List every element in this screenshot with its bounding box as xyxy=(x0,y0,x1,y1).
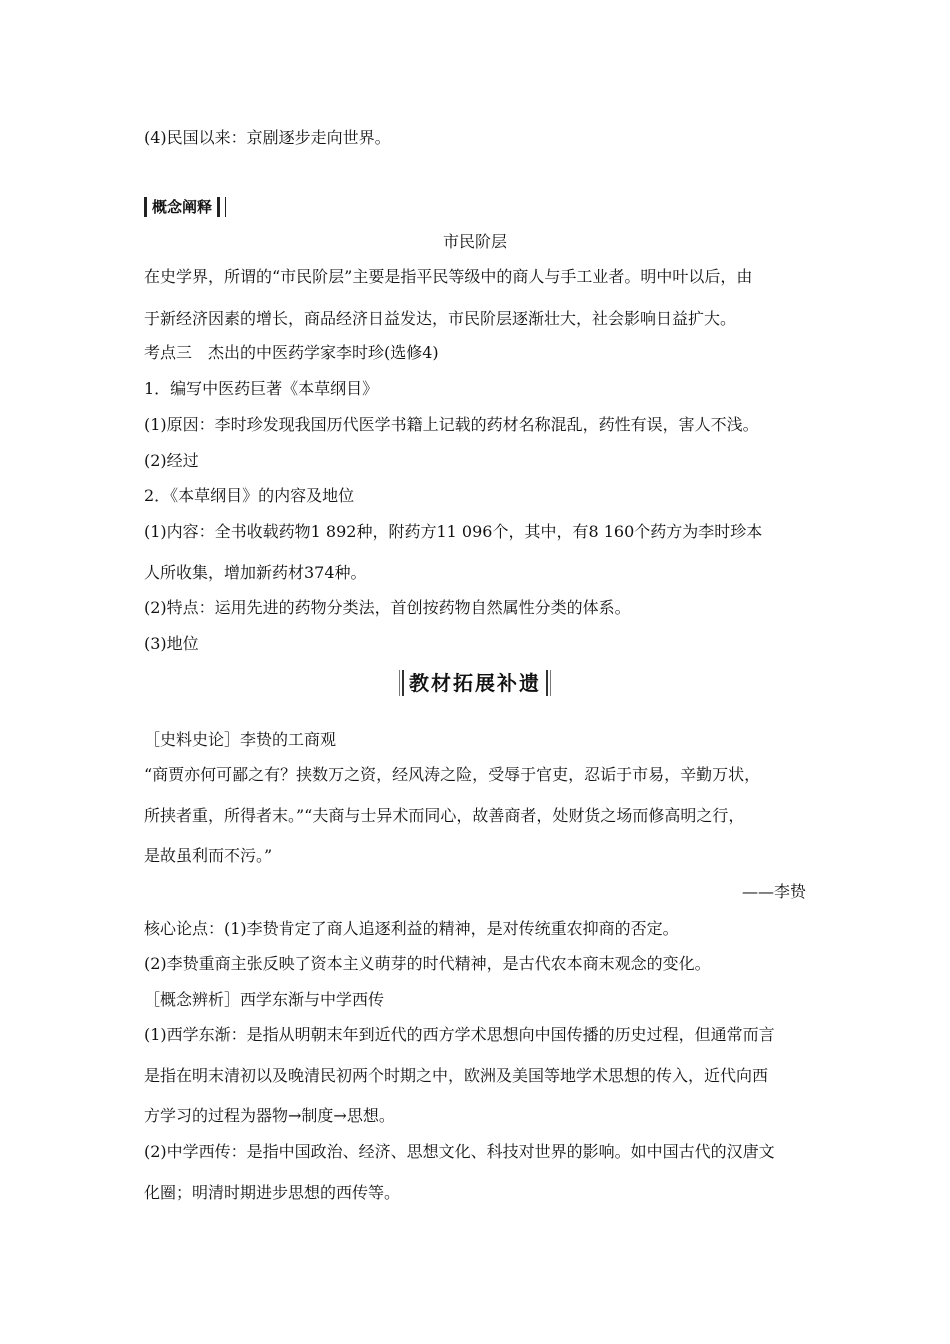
section-bars-left xyxy=(399,670,404,696)
text-line: ［概念辨析］西学东渐与中学西传 xyxy=(144,990,385,1009)
text-line: 核心论点：(1)李贽肯定了商人追逐利益的精神，是对传统重农抑商的否定。 xyxy=(144,919,679,938)
tag-bar-right-thin xyxy=(225,197,226,217)
text-line: 于新经济因素的增长，商品经济日益发达，市民阶层逐渐壮大，社会影响日益扩大。 xyxy=(144,309,737,328)
text-line: 化圈；明清时期进步思想的西传等。 xyxy=(144,1183,401,1202)
text-line: (2)中学西传：是指中国政治、经济、思想文化、科技对世界的影响。如中国古代的汉唐文 xyxy=(144,1142,775,1161)
text-line: 是故虽利而不污。” xyxy=(144,846,273,865)
text-line: (2)李贽重商主张反映了资本主义萌芽的时代精神，是古代农本商末观念的变化。 xyxy=(144,954,711,973)
text-line: 考点三 杰出的中医药学家李时珍(选修4) xyxy=(144,343,439,362)
concept-tag xyxy=(144,196,226,218)
concept-title: 市民阶层 xyxy=(442,232,507,251)
text-line: (3)地位 xyxy=(144,634,199,653)
tag-bar-right xyxy=(217,197,220,217)
text-line: 1．编写中医药巨著《本草纲目》 xyxy=(144,379,379,398)
concept-tag-label: 概念阐释 xyxy=(152,198,213,216)
quote-attribution: ——李贽 xyxy=(741,882,806,901)
text-line: 所挟者重，所得者末。”“夫商与士异术而同心，故善商者，处财货之场而修高明之行， xyxy=(144,806,745,825)
section-bars-right xyxy=(546,670,551,696)
text-line: (2)经过 xyxy=(144,451,199,470)
section-heading xyxy=(0,669,950,697)
text-line: 方学习的过程为器物→制度→思想。 xyxy=(144,1106,395,1125)
text-line: 在史学界，所谓的“市民阶层”主要是指平民等级中的商人与手工业者。明中叶以后，由 xyxy=(144,267,753,286)
text-line: 是指在明末清初以及晚清民初两个时期之中，欧洲及美国等地学术思想的传入，近代向西 xyxy=(144,1066,769,1085)
text-line: “商贾亦何可鄙之有？挟数万之资，经风涛之险，受辱于官吏，忍诟于市易，辛勤万状， xyxy=(144,765,761,784)
text-line: 人所收集，增加新药材374种。 xyxy=(144,563,367,582)
text-line: (1)西学东渐：是指从明朝末年到近代的西方学术思想向中国传播的历史过程，但通常而言 xyxy=(144,1025,775,1044)
text-line: (1)原因：李时珍发现我国历代医学书籍上记载的药材名称混乱，药性有误，害人不浅。 xyxy=(144,415,759,434)
section-title: 教材拓展补遗 xyxy=(409,671,541,695)
text-line: (1)内容：全书收载药物1 892种，附药方11 096个，其中，有8 160个药方为李时珍本 xyxy=(144,522,763,541)
tag-bar-left xyxy=(144,197,147,217)
text-line: 2．《本草纲目》的内容及地位 xyxy=(144,486,355,505)
text-line: (2)特点：运用先进的药物分类法，首创按药物自然属性分类的体系。 xyxy=(144,598,631,617)
text-line: ［史料史论］李贽的工商观 xyxy=(144,730,337,749)
text-line: (4)民国以来：京剧逐步走向世界。 xyxy=(144,128,391,147)
